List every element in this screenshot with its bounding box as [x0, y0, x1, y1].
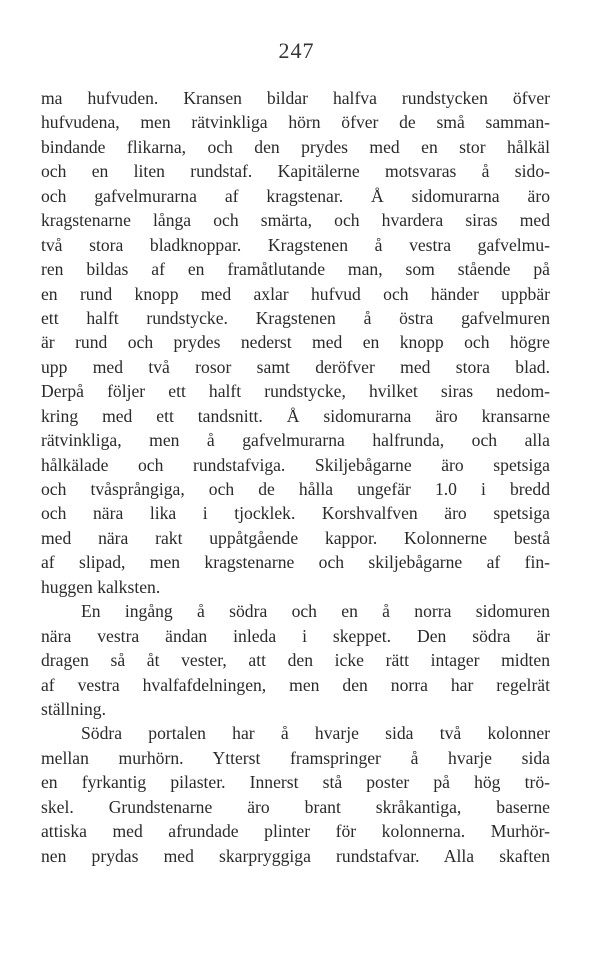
text-line: upp med två rosor samt deröfver med stora blad.: [41, 356, 550, 377]
text-line: ett halft rundstycke. Kragstenen å östra gafvelmuren: [41, 307, 550, 328]
text-line: och tvåsprångiga, och de hålla ungefär 1.0 i bredd: [41, 479, 550, 499]
text-line: och nära lika i tjocklek. Korshvalfven äro spetsiga: [41, 503, 550, 524]
text-line: med nära rakt uppåtgående kappor. Kolonnerne bestå: [41, 527, 550, 548]
text-line: dragen så åt vester, att den icke rätt intager midten: [41, 650, 550, 671]
text-line: kring med ett tandsnitt. Å sidomurarna äro kransarne: [41, 405, 550, 426]
text-line: ren bildas af en framåtlutande man, som stående på: [41, 259, 550, 280]
text-line: bindande flikarna, och den prydes med en stor hålkäl: [41, 136, 550, 157]
text-line: nen prydas med skarpryggiga rundstafvar. Alla skaften: [41, 845, 550, 866]
text-line: mellan murhörn. Ytterst framspringer å hvarje sida: [41, 747, 550, 768]
text-line: Södra portalen har å hvarje sida två kolonner: [81, 723, 550, 744]
text-line: attiska med afrundade plinter för kolonnerna. Murhör-: [41, 821, 550, 842]
text-line: hufvudena, men rätvinkliga hörn öfver de små samman-: [41, 112, 550, 133]
text-line: rätvinkliga, men å gafvelmurarna halfrunda, och alla: [41, 430, 550, 451]
text-line: nära vestra ändan inleda i skeppet. Den södra är: [41, 625, 550, 646]
text-line: af vestra hvalfafdelningen, men den norra har regelrät: [41, 674, 550, 695]
text-line: en rund knopp med axlar hufvud och händer uppbär: [41, 283, 550, 304]
text-line: hålkälade och rundstafviga. Skiljebågarne äro spetsiga: [41, 454, 550, 475]
body-text: [41, 86, 550, 868]
text-line: kragstenarne långa och smärta, och hvardera siras med: [41, 210, 550, 231]
text-line: och gafvelmurarna af kragstenar. Å sidomurarna äro: [41, 185, 550, 206]
text-line: är rund och prydes nederst med en knopp och högre: [41, 332, 550, 353]
text-line: En ingång å södra och en å norra sidomuren: [81, 601, 550, 622]
page-number: 247: [278, 38, 315, 63]
text-line: skel. Grundstenarne äro brant skråkantiga, baserne: [41, 796, 550, 817]
text-line: Derpå följer ett halft rundstycke, hvilket siras nedom-: [41, 381, 550, 402]
text-line: en fyrkantig pilaster. Innerst stå poster på hög trö-: [41, 772, 550, 793]
text-line: två stora bladknoppar. Kragstenen å vestra gafvelmu-: [41, 234, 550, 255]
text-line: ställning.: [41, 698, 106, 719]
text-line: huggen kalksten.: [41, 576, 161, 597]
text-line: ma hufvuden. Kransen bildar halfva rundstycken öfver: [41, 88, 550, 108]
text-line: och en liten rundstaf. Kapitälerne motsvaras å sido-: [41, 161, 550, 182]
text-line: af slipad, men kragstenarne och skiljebågarne af fin-: [41, 552, 550, 573]
